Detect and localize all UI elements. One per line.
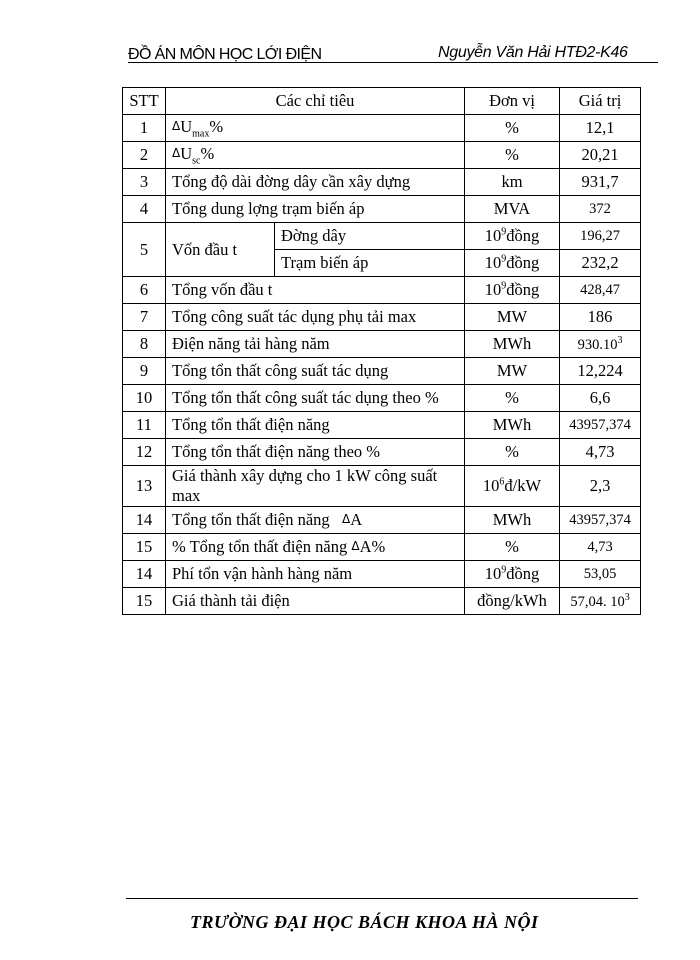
table-row	[123, 385, 641, 412]
cell-value: 931,7	[560, 169, 641, 196]
unit-exponent: 9	[501, 280, 507, 292]
cell-stt: 1	[123, 115, 166, 142]
cell-value: 12,1	[560, 115, 641, 142]
cell-unit: MVA	[465, 196, 560, 223]
cell-stt: 8	[123, 331, 166, 358]
cell-unit	[465, 223, 560, 250]
unit-exponent: 9	[501, 226, 507, 238]
cell-unit	[465, 466, 560, 507]
cell-stt: 9	[123, 358, 166, 385]
cell-unit	[465, 561, 560, 588]
table-row	[123, 304, 641, 331]
cell-name: Tổng tổn thất công suất tác dụng theo %	[166, 385, 465, 412]
cell-stt: 11	[123, 412, 166, 439]
cell-stt: 15	[123, 534, 166, 561]
cell-value: 232,2	[560, 250, 641, 277]
cell-stt: 5	[123, 223, 166, 277]
cell-value: 12,224	[560, 358, 641, 385]
unit-rest: đồng	[506, 253, 540, 272]
cell-subname: Trạm biến áp	[275, 250, 465, 277]
cell-name: Điện năng tải hàng năm	[166, 331, 465, 358]
footer-rule	[126, 898, 638, 899]
cell-value: 4,73	[560, 534, 641, 561]
cell-name	[166, 115, 465, 142]
cell-name: Vốn đầu t	[166, 223, 275, 277]
cell-stt: 13	[123, 466, 166, 507]
cell-value: 4,73	[560, 439, 641, 466]
cell-name: Tổng dung lợng trạm biến áp	[166, 196, 465, 223]
cell-value: 43957,374	[560, 507, 641, 534]
name-text: U	[180, 116, 193, 136]
name-text: % Tổng tổn thất điện năng	[172, 537, 348, 556]
table-row	[123, 169, 641, 196]
cell-stt: 12	[123, 439, 166, 466]
header-value: Giá trị	[560, 88, 641, 115]
footer-university: TRƯỜNG ĐẠI HỌC BÁCH KHOA HÀ NỘI	[190, 912, 539, 932]
cell-unit: MWh	[465, 507, 560, 534]
header-rule	[128, 62, 658, 63]
name-subscript: sc	[192, 155, 201, 167]
cell-unit: %	[465, 385, 560, 412]
cell-value: 186	[560, 304, 641, 331]
cell-value: 372	[560, 196, 641, 223]
cell-stt: 2	[123, 142, 166, 169]
cell-stt: 14	[123, 507, 166, 534]
table-row	[123, 196, 641, 223]
table-row	[123, 412, 641, 439]
name-suffix: %	[200, 143, 215, 163]
cell-value	[560, 588, 641, 615]
table-row	[123, 331, 641, 358]
delta-symbol: Δ	[351, 539, 360, 553]
cell-value: 6,6	[560, 385, 641, 412]
cell-value: 2,3	[560, 466, 641, 507]
cell-stt: 14	[123, 561, 166, 588]
cell-unit: %	[465, 439, 560, 466]
unit-rest: đồng	[506, 564, 540, 583]
unit-rest: đồng	[506, 226, 540, 245]
unit-base: 10	[484, 226, 502, 245]
table-row	[123, 507, 641, 534]
value-exponent: 3	[617, 334, 623, 346]
unit-rest: đ/kW	[504, 476, 542, 495]
table-row	[123, 588, 641, 615]
name-suffix: A%	[359, 537, 386, 556]
value-base: 930.10	[577, 336, 618, 353]
cell-value: 196,27	[560, 223, 641, 250]
table-row	[123, 561, 641, 588]
name-text: Tổng tổn thất điện năng	[172, 510, 330, 529]
cell-name	[166, 142, 465, 169]
delta-symbol: Δ	[172, 145, 181, 160]
cell-name: Tổng tổn thất điện năng	[166, 412, 465, 439]
name-suffix: %	[209, 116, 224, 136]
name-subscript: max	[192, 128, 210, 140]
cell-stt: 4	[123, 196, 166, 223]
unit-base: 10	[484, 564, 502, 583]
cell-stt: 6	[123, 277, 166, 304]
delta-symbol: Δ	[172, 118, 181, 133]
cell-name: Tổng tổn thất công suất tác dụng	[166, 358, 465, 385]
cell-name: Tổng độ dài đờng dây cần xây dựng	[166, 169, 465, 196]
cell-value	[560, 331, 641, 358]
cell-unit: %	[465, 534, 560, 561]
table-row	[123, 142, 641, 169]
header-right-author: Nguyễn Văn Hải HTĐ2-K46	[438, 44, 628, 61]
unit-exponent: 9	[501, 253, 507, 265]
cell-stt: 15	[123, 588, 166, 615]
cell-name: Giá thành tải điện	[166, 588, 465, 615]
delta-symbol: Δ	[342, 512, 351, 526]
cell-name: Tổng tổn thất điện năng theo %	[166, 439, 465, 466]
name-text: U	[180, 143, 193, 163]
cell-name: Phí tổn vận hành hàng năm	[166, 561, 465, 588]
unit-exponent: 6	[499, 476, 505, 488]
cell-unit	[465, 277, 560, 304]
header-stt: STT	[123, 88, 166, 115]
cell-value: 428,47	[560, 277, 641, 304]
summary-table	[122, 87, 641, 615]
table-row	[123, 277, 641, 304]
value-base: 57,04. 10	[570, 593, 625, 610]
cell-unit: đồng/kWh	[465, 588, 560, 615]
cell-unit	[465, 250, 560, 277]
unit-exponent: 9	[501, 564, 507, 576]
table-header-row	[123, 88, 641, 115]
cell-name: Tổng vốn đầu t	[166, 277, 465, 304]
table-row	[123, 115, 641, 142]
cell-unit: %	[465, 142, 560, 169]
header-left-title: ĐỒ ÁN MÔN HỌC LỚI ĐIỆN	[128, 46, 322, 63]
cell-subname: Đờng dây	[275, 223, 465, 250]
cell-value: 43957,374	[560, 412, 641, 439]
cell-stt: 3	[123, 169, 166, 196]
unit-base: 10	[484, 253, 502, 272]
unit-rest: đồng	[506, 280, 540, 299]
unit-base: 10	[482, 476, 500, 495]
cell-unit: MW	[465, 358, 560, 385]
table-row	[123, 466, 641, 507]
cell-unit: %	[465, 115, 560, 142]
cell-name: Tổng công suất tác dụng phụ tải max	[166, 304, 465, 331]
cell-stt: 10	[123, 385, 166, 412]
cell-name	[166, 534, 465, 561]
table-row	[123, 223, 641, 250]
cell-unit: km	[465, 169, 560, 196]
cell-name: Giá thành xây dựng cho 1 kW công suất max	[166, 466, 465, 507]
cell-unit: MWh	[465, 331, 560, 358]
cell-value: 20,21	[560, 142, 641, 169]
cell-stt: 7	[123, 304, 166, 331]
value-exponent: 3	[624, 591, 630, 603]
cell-value: 53,05	[560, 561, 641, 588]
cell-unit: MWh	[465, 412, 560, 439]
unit-base: 10	[484, 280, 502, 299]
cell-name	[166, 507, 465, 534]
table-row	[123, 358, 641, 385]
header-unit: Đơn vị	[465, 88, 560, 115]
table-row	[123, 439, 641, 466]
cell-unit: MW	[465, 304, 560, 331]
table-row	[123, 534, 641, 561]
header-name: Các chỉ tiêu	[166, 88, 465, 115]
name-suffix: A	[350, 510, 363, 529]
